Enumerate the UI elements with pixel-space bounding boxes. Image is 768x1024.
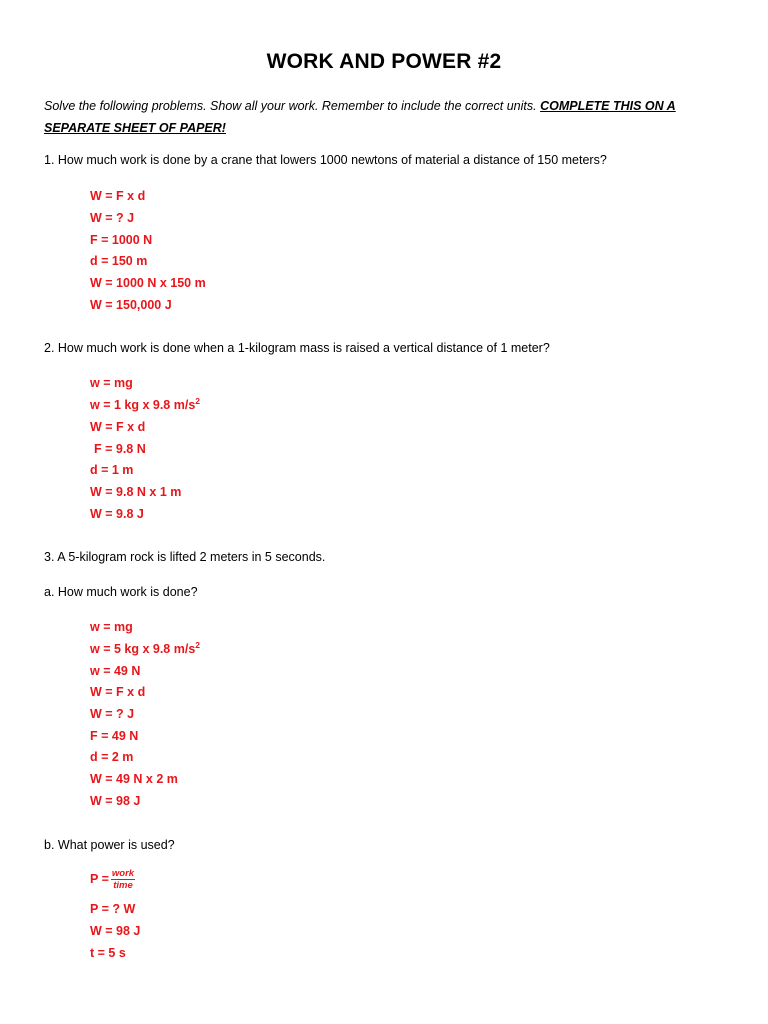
q3a-answer-line: W = ? J bbox=[90, 707, 135, 721]
q3b-fraction-numerator: work bbox=[111, 868, 135, 879]
q2-answer-line: W = 9.8 J bbox=[90, 507, 144, 521]
q1-answer-line: W = 150,000 J bbox=[90, 298, 172, 312]
q2-answer-line bbox=[90, 398, 200, 412]
q3b-power-formula bbox=[90, 868, 135, 891]
q3a-answer-line: W = 98 J bbox=[90, 794, 141, 808]
q3a-answer-line: w = 49 N bbox=[90, 664, 141, 678]
q3b-fraction-denominator: time bbox=[113, 880, 133, 891]
q3b-answer-line: P = ? W bbox=[90, 902, 136, 916]
q1-answer-line: W = ? J bbox=[90, 211, 135, 225]
instructions-text: Solve the following problems. Show all your work. Remember to include the correct units. bbox=[44, 99, 541, 113]
q3b-answer-line: t = 5 s bbox=[90, 946, 126, 960]
question-3a: a. How much work is done? bbox=[44, 585, 198, 599]
q2-answer-line: F = 9.8 N bbox=[94, 442, 146, 456]
question-2: 2. How much work is done when a 1-kilogram mass is raised a vertical distance of 1 meter? bbox=[44, 341, 550, 355]
instructions-emphasis: COMPLETE THIS ON A SEPARATE SHEET OF PAPER! bbox=[44, 99, 676, 135]
question-1: 1. How much work is done by a crane that lowers 1000 newtons of material a distance of 150 meters? bbox=[44, 153, 607, 167]
q2-answer-exponent: 2 bbox=[195, 396, 201, 406]
q3b-fraction bbox=[111, 868, 135, 891]
q3a-answer-line: d = 2 m bbox=[90, 750, 134, 764]
q1-answer-line: F = 1000 N bbox=[90, 233, 153, 247]
q3a-answer-line bbox=[90, 642, 200, 656]
q1-answer-line: d = 150 m bbox=[90, 254, 148, 268]
q3b-answer-line: W = 98 J bbox=[90, 924, 141, 938]
q2-answer-line: w = mg bbox=[90, 376, 133, 390]
q1-answer-line: W = F x d bbox=[90, 189, 146, 203]
q3a-answer-line: W = 49 N x 2 m bbox=[90, 772, 178, 786]
q2-answer-line: W = F x d bbox=[90, 420, 146, 434]
q2-answer-base: w = 1 kg x 9.8 m/s bbox=[90, 398, 196, 412]
q3b-formula-lhs: P = bbox=[90, 871, 109, 886]
worksheet-title: WORK AND POWER #2 bbox=[266, 50, 502, 73]
q3a-answer-line: F = 49 N bbox=[90, 729, 139, 743]
q2-answer-line: d = 1 m bbox=[90, 463, 134, 477]
q2-answer-line: W = 9.8 N x 1 m bbox=[90, 485, 182, 499]
instructions bbox=[44, 95, 734, 139]
q1-answer-line: W = 1000 N x 150 m bbox=[90, 276, 206, 290]
q3a-answer-exponent: 2 bbox=[195, 640, 201, 650]
question-3: 3. A 5-kilogram rock is lifted 2 meters in 5 seconds. bbox=[44, 550, 326, 564]
question-3b: b. What power is used? bbox=[44, 838, 175, 852]
q3a-answer-base: w = 5 kg x 9.8 m/s bbox=[90, 642, 196, 656]
q3a-answer-line: w = mg bbox=[90, 620, 133, 634]
q3a-answer-line: W = F x d bbox=[90, 685, 146, 699]
